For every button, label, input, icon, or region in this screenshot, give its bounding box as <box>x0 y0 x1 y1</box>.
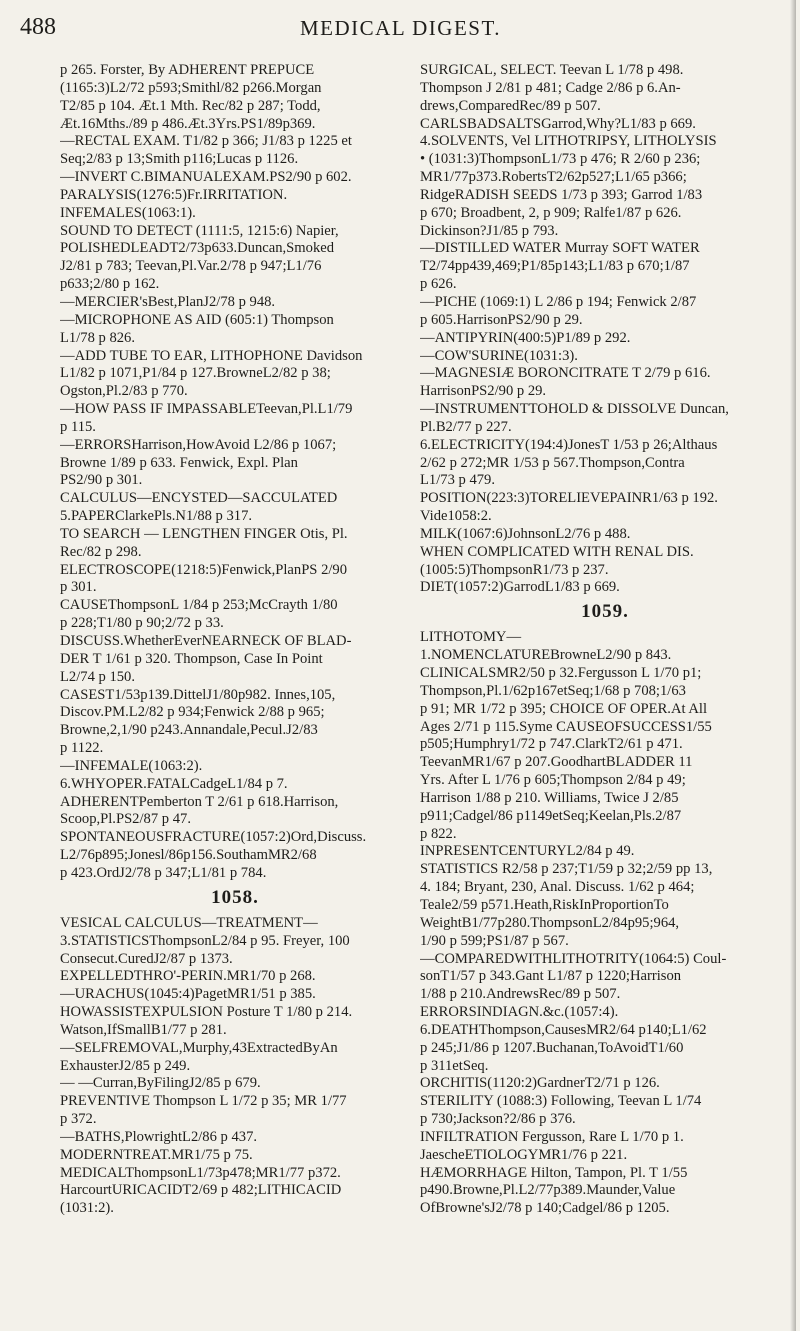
index-entry-line: DER T 1/61 p 320. Thompson, Case In Point <box>60 650 323 667</box>
page-number: 488 <box>20 14 56 40</box>
index-entry-line: CALCULUS—ENCYSTED—SACCULATED <box>60 490 338 507</box>
index-entry-line: —SELFREMOVAL,Murphy,43ExtractedByAn <box>60 1039 338 1056</box>
index-entry-line: ADHERENTPemberton T 2/61 p 618.Harrison, <box>60 793 339 810</box>
index-entry-line: p490.Browne,Pl.L2/77p389.Maunder,Value <box>420 1182 676 1199</box>
index-entry-line: p 670; Broadbent, 2, p 909; Ralfe1/87 p 626. <box>420 204 682 221</box>
index-entry-line: HarrisonPS2/90 p 29. <box>420 383 547 400</box>
index-entry-line: p 822. <box>420 825 457 842</box>
index-entry-line: RidgeRADISH SEEDS 1/73 p 393; Garrod 1/83 <box>420 186 703 203</box>
right-column <box>420 62 790 1218</box>
index-entry-line: JaescheETIOLOGYMR1/76 p 221. <box>420 1146 628 1163</box>
index-entry-line: —MAGNESIÆ BORONCITRATE T 2/79 p 616. <box>420 365 711 382</box>
index-entry-line: —INVERT C.BIMANUALEXAM.PS2/90 p 602. <box>60 169 352 186</box>
index-entry-line: Teale2/59 p571.Heath,RiskInProportionTo <box>420 896 669 913</box>
index-entry-line: Consecut.CuredJ2/87 p 1373. <box>60 950 233 967</box>
index-entry-line: HÆMORRHAGE Hilton, Tampon, Pl. T 1/55 <box>420 1164 688 1181</box>
index-entry-line: POLISHEDLEADT2/73p633.Duncan,Smoked <box>60 240 335 257</box>
index-entry-line: p 91; MR 1/72 p 395; CHOICE OF OPER.At All <box>420 700 708 717</box>
index-entry-line: —URACHUS(1045:4)PagetMR1/51 p 385. <box>60 986 316 1003</box>
index-entry-line: TO SEARCH — LENGTHEN FINGER Otis, Pl. <box>60 525 348 542</box>
index-entry-line: 1/90 p 599;PS1/87 p 567. <box>420 932 569 949</box>
index-entry-line: EXPELLEDTHRO'-PERIN.MR1/70 p 268. <box>60 968 316 985</box>
index-entry-line: 6.ELECTRICITY(194:4)JonesT 1/53 p 26;Althaus <box>420 436 718 453</box>
index-entry-line: Dickinson?J1/85 p 793. <box>420 222 559 239</box>
index-entry-line: —BATHS,PlowrightL2/86 p 437. <box>60 1128 258 1145</box>
index-entry-line: MEDICALThompsonL1/73p478;MR1/77 p372. <box>60 1164 341 1181</box>
index-entry-line: sonT1/57 p 343.Gant L1/87 p 1220;Harrison <box>420 968 682 985</box>
index-entry-line: p 245;J1/86 p 1207.Buchanan,ToAvoidT1/60 <box>420 1039 684 1056</box>
index-entry-line: —DISTILLED WATER Murray SOFT WATER <box>420 240 700 257</box>
index-entry-line: p505;Humphry1/72 p 747.ClarkT2/61 p 471. <box>420 736 683 753</box>
index-entry-line: 5.PAPERClarkePls.N1/88 p 317. <box>60 508 253 525</box>
index-entry-line: 2/62 p 272;MR 1/53 p 567.Thompson,Contra <box>420 454 685 471</box>
index-entry-line: ORCHITIS(1120:2)GardnerT2/71 p 126. <box>420 1075 660 1092</box>
index-entry-line: p 301. <box>60 579 97 596</box>
index-entry-line: —INSTRUMENTTOHOLD & DISSOLVE Duncan, <box>420 401 729 418</box>
index-entry-line: L1/82 p 1071,P1/84 p 127.BrowneL2/82 p 38; <box>60 365 331 382</box>
index-entry-line: Thompson J 2/81 p 481; Cadge 2/86 p 6.An- <box>420 79 681 96</box>
index-entry-line: LITHOTOMY— <box>420 629 522 646</box>
index-entry-line: p911;Cadgel/86 p1149etSeq;Keelan,Pls.2/87 <box>420 807 682 824</box>
index-entry-line: —PICHE (1069:1) L 2/86 p 194; Fenwick 2/87 <box>420 293 697 310</box>
index-entry-line: Browne,2,1/90 p243.Annandale,Pecul.J2/83 <box>60 722 318 739</box>
index-entry-line: PS2/90 p 301. <box>60 472 143 489</box>
index-entry-line: 3.STATISTICSThompsonL2/84 p 95. Freyer, 100 <box>60 932 350 949</box>
index-entry-line: (1165:3)L2/72 p593;Smithl/82 p266.Morgan <box>60 79 322 96</box>
index-entry-line: —INFEMALE(1063:2). <box>60 757 203 774</box>
index-entry-line: ExhausterJ2/85 p 249. <box>60 1057 191 1074</box>
index-entry-line: p 372. <box>60 1111 97 1128</box>
index-entry-line: —RECTAL EXAM. T1/82 p 366; J1/83 p 1225 et <box>60 133 352 150</box>
index-entry-line: OfBrowne'sJ2/78 p 140;Cadgel/86 p 1205. <box>420 1200 670 1217</box>
index-entry-line: p 1122. <box>60 740 104 757</box>
index-entry-line: T2/74pp439,469;P1/85p143;L1/83 p 670;1/87 <box>420 258 690 275</box>
index-entry-line: Æt.16Mths./89 p 486.Æt.3Yrs.PS1/89p369. <box>60 115 316 132</box>
index-entry-line: Browne 1/89 p 633. Fenwick, Expl. Plan <box>60 454 298 471</box>
index-entry-line: POSITION(223:3)TORELIEVEPAINR1/63 p 192. <box>420 490 718 507</box>
index-entry-line: TeevanMR1/67 p 207.GoodhartBLADDER 11 <box>420 754 693 771</box>
index-entry-line: DIET(1057:2)GarrodL1/83 p 669. <box>420 579 620 596</box>
index-entry-line: Pl.B2/77 p 227. <box>420 418 512 435</box>
index-entry-line: p 605.HarrisonPS2/90 p 29. <box>420 311 583 328</box>
index-entry-line: Ogston,Pl.2/83 p 770. <box>60 383 188 400</box>
index-entry-line: (1005:5)ThompsonR1/73 p 237. <box>420 561 609 578</box>
index-entry-line: MILK(1067:6)JohnsonL2/76 p 488. <box>420 525 631 542</box>
index-entry-line: Harrison 1/88 p 210. Williams, Twice J 2/85 <box>420 789 679 806</box>
index-entry-line: Scoop,Pl.PS2/87 p 47. <box>60 811 191 828</box>
index-entry-line: p633;2/80 p 162. <box>60 276 160 293</box>
index-entry-line: —ADD TUBE TO EAR, LITHOPHONE Davidson <box>60 347 363 364</box>
index-entry-line: —COMPAREDWITHLITHOTRITY(1064:5) Coul- <box>420 950 727 967</box>
index-entry-line: 6.WHYOPER.FATALCadgeL1/84 p 7. <box>60 775 288 792</box>
index-entry-line: drews,ComparedRec/89 p 507. <box>420 97 601 114</box>
index-entry-line: HarcourtURICACIDT2/69 p 482;LITHICACID <box>60 1182 342 1199</box>
index-entry-line: STERILITY (1088:3) Following, Teevan L 1/74 <box>420 1093 702 1110</box>
index-entry-line: J2/81 p 783; Teevan,Pl.Var.2/78 p 947;L1/76 <box>60 258 322 275</box>
index-entry-line: MODERNTREAT.MR1/75 p 75. <box>60 1146 253 1163</box>
index-entry-line: 4. 184; Bryant, 230, Anal. Discuss. 1/62 p 464; <box>420 879 695 896</box>
index-entry-line: CARLSBADSALTSGarrod,Why?L1/83 p 669. <box>420 115 696 132</box>
index-entry-line: —MICROPHONE AS AID (605:1) Thompson <box>60 311 334 328</box>
index-entry-line: —MERCIER'sBest,PlanJ2/78 p 948. <box>60 293 276 310</box>
index-entry-line: —HOW PASS IF IMPASSABLETeevan,Pl.L1/79 <box>60 401 353 418</box>
index-entry-line: p 228;T1/80 p 90;2/72 p 33. <box>60 615 224 632</box>
index-entry-line: WHEN COMPLICATED WITH RENAL DIS. <box>420 543 694 560</box>
index-entry-line: CLINICALSMR2/50 p 32.Fergusson L 1/70 p1; <box>420 665 702 681</box>
left-column <box>60 62 410 1218</box>
index-entry-line: Seq;2/83 p 13;Smith p116;Lucas p 1126. <box>60 151 299 168</box>
index-entry-line: INPRESENTCENTURYL2/84 p 49. <box>420 843 635 860</box>
index-entry-line: HOWASSISTEXPULSION Posture T 1/80 p 214. <box>60 1004 353 1021</box>
index-entry-line: p 265. Forster, By ADHERENT PREPUCE <box>60 62 315 78</box>
index-entry-line: 1.NOMENCLATUREBrowneL2/90 p 843. <box>420 647 672 664</box>
index-entry-line: INFILTRATION Fergusson, Rare L 1/70 p 1. <box>420 1128 684 1145</box>
index-entry-line: L2/76p895;Jonesl/86p156.SouthamMR2/68 <box>60 847 317 864</box>
index-entry-line: — —Curran,ByFilingJ2/85 p 679. <box>60 1075 261 1092</box>
index-entry-line: 1/88 p 210.AndrewsRec/89 p 507. <box>420 986 621 1003</box>
index-entry-line: Rec/82 p 298. <box>60 543 142 560</box>
index-entry-line: p 730;Jackson?2/86 p 376. <box>420 1111 576 1128</box>
index-entry-line: Watson,IfSmallB1/77 p 281. <box>60 1021 227 1038</box>
index-entry-line: —COW'SURINE(1031:3). <box>420 347 578 364</box>
index-entry-line: VESICAL CALCULUS—TREATMENT— <box>60 914 318 931</box>
index-entry-line: L1/73 p 479. <box>420 472 495 489</box>
index-entry-line: —ERRORSHarrison,HowAvoid L2/86 p 1067; <box>60 436 337 453</box>
index-entry-line: —ANTIPYRIN(400:5)P1/89 p 292. <box>420 329 631 346</box>
index-entry-line: • (1031:3)ThompsonL1/73 p 476; R 2/60 p 236; <box>420 151 701 168</box>
index-entry-line: (1031:2). <box>60 1200 114 1217</box>
index-entry-line: SOUND TO DETECT (1111:5, 1215:6) Napier, <box>60 222 339 239</box>
running-head: MEDICAL DIGEST. <box>300 16 501 40</box>
index-entry-line: p 311etSeq. <box>420 1057 489 1074</box>
index-entry-line: PARALYSIS(1276:5)Fr.IRRITATION. <box>60 186 288 203</box>
index-entry-line: CASEST1/53p139.DittelJ1/80p982. Innes,105, <box>60 686 336 703</box>
index-entry-line: INFEMALES(1063:1). <box>60 204 196 221</box>
index-entry-line: Thompson,Pl.1/62p167etSeq;1/68 p 708;1/63 <box>420 682 686 699</box>
index-entry-line: ELECTROSCOPE(1218:5)Fenwick,PlanPS 2/90 <box>60 561 348 578</box>
index-entry-line: 6.DEATHThompson,CausesMR2/64 p140;L1/62 <box>420 1021 707 1038</box>
index-entry-line: p 115. <box>60 418 96 435</box>
index-entry-line: PREVENTIVE Thompson L 1/72 p 35; MR 1/77 <box>60 1093 347 1110</box>
index-entry-line: WeightB1/77p280.ThompsonL2/84p95;964, <box>420 914 680 931</box>
index-entry-line: SPONTANEOUSFRACTURE(1057:2)Ord,Discuss. <box>60 829 367 846</box>
index-entry-line: DISCUSS.WhetherEverNEARNECK OF BLAD- <box>60 633 352 649</box>
index-entry-line: L2/74 p 150. <box>60 668 135 685</box>
index-entry-line: T2/85 p 104. Æt.1 Mth. Rec/82 p 287; Todd, <box>60 97 321 114</box>
index-entry-line: Discov.PM.L2/82 p 934;Fenwick 2/88 p 965; <box>60 704 325 721</box>
index-entry-line: Vide1058:2. <box>420 508 492 525</box>
index-entry-line: p 626. <box>420 276 457 293</box>
index-entry-line: CAUSEThompsonL 1/84 p 253;McCrayth 1/80 <box>60 597 338 614</box>
index-entry-line: p 423.OrdJ2/78 p 347;L1/81 p 784. <box>60 864 267 881</box>
index-entry-line: MR1/77p373.RobertsT2/62p527;L1/65 p366; <box>420 169 687 186</box>
index-entry-line: L1/78 p 826. <box>60 329 135 346</box>
index-entry-line: Ages 2/71 p 115.Syme CAUSEOFSUCCESS1/55 <box>420 718 712 735</box>
index-entry-line: STATISTICS R2/58 p 237;T1/59 p 32;2/59 pp 13, <box>420 861 713 878</box>
index-entry-line: ERRORSINDIAGN.&c.(1057:4). <box>420 1004 619 1021</box>
index-entry-line: 4.SOLVENTS, Vel LITHOTRIPSY, LITHOLYSIS <box>420 133 717 150</box>
index-entry-line: Yrs. After L 1/76 p 605;Thompson 2/84 p 49; <box>420 772 686 789</box>
section-number-heading: 1058. <box>211 886 259 908</box>
index-entry-line: SURGICAL, SELECT. Teevan L 1/78 p 498. <box>420 62 684 78</box>
page-edge-shadow <box>790 0 796 1331</box>
section-number-heading: 1059. <box>581 601 629 623</box>
